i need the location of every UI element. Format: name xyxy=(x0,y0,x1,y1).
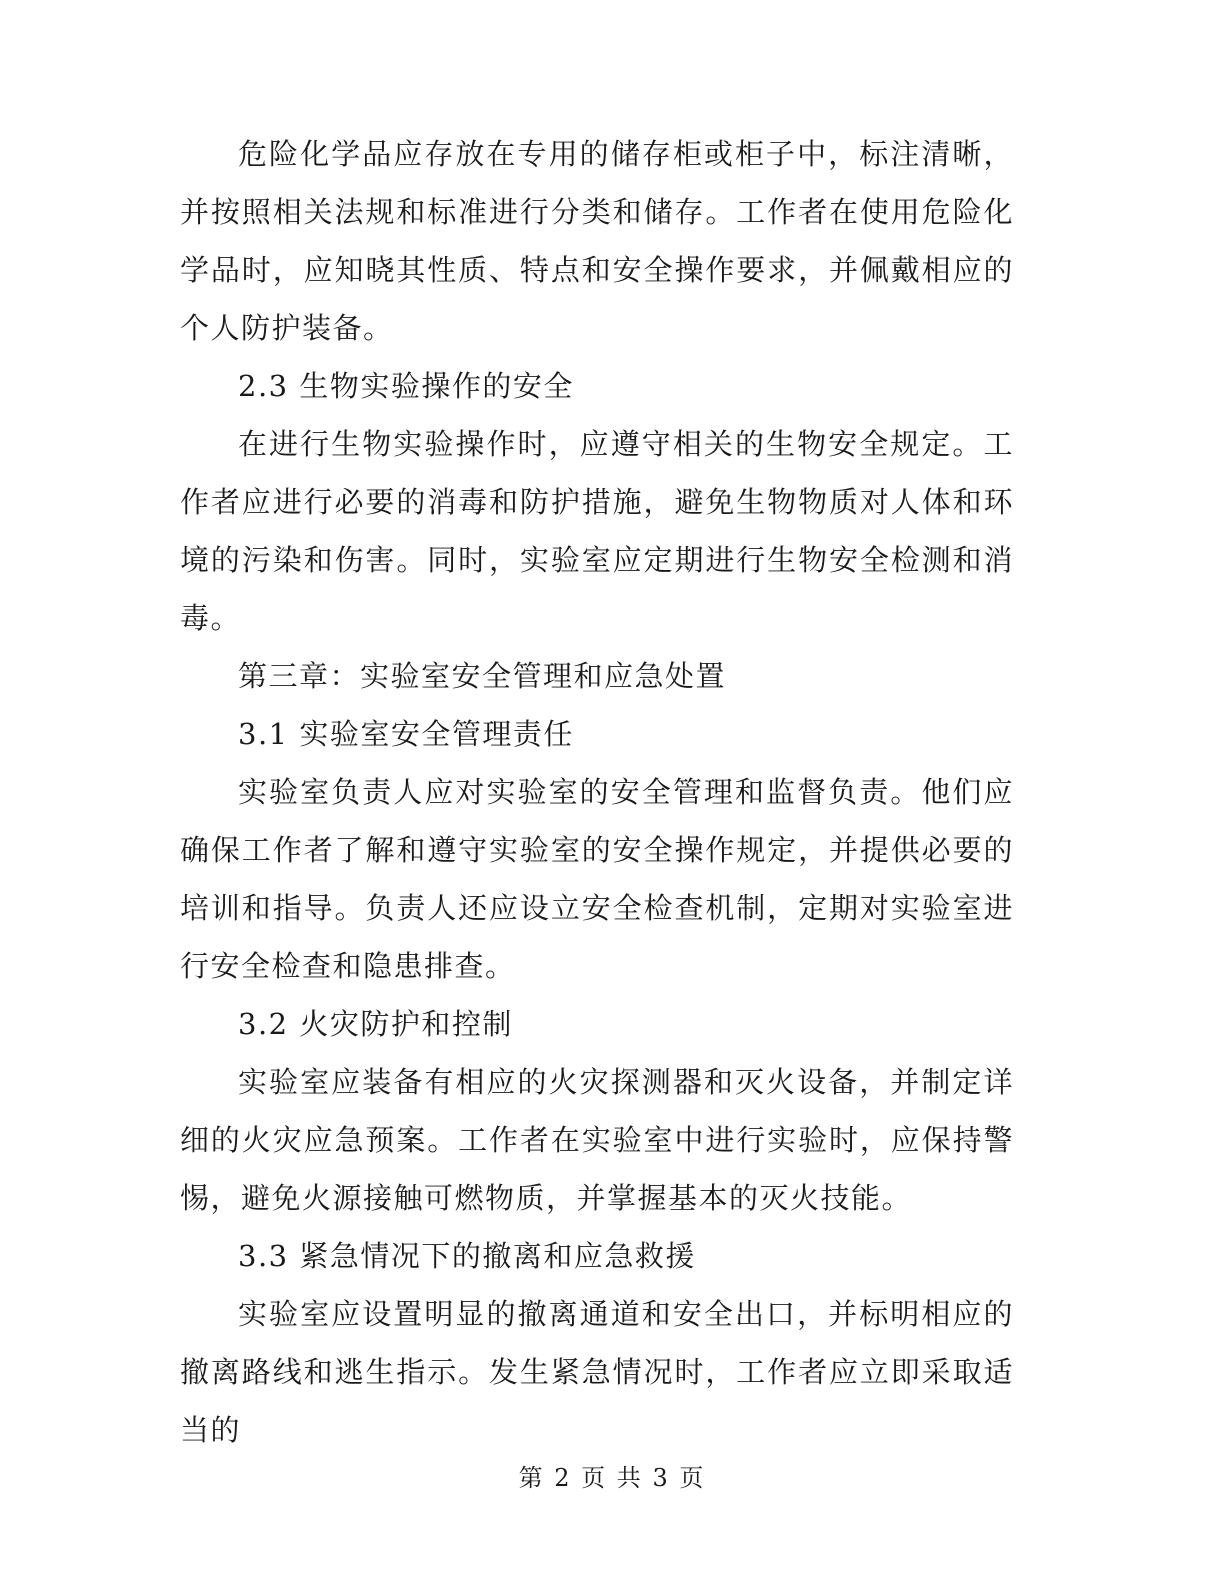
page-number-footer: 第 2 页 共 3 页 xyxy=(518,1464,706,1492)
section-heading-3-3: 3.3 紧急情况下的撤离和应急救援 xyxy=(238,1239,696,1273)
paragraph-fire-protection: 实验室应装备有相应的火灾探测器和灭火设备，并制定详细的火灾应急预案。工作者在实验室中进行实验时，应保持警惕，避免火源接触可燃物质，并掌握基本的灭火技能。 xyxy=(180,1065,1014,1215)
section-heading-3-2: 3.2 火灾防护和控制 xyxy=(238,1007,513,1041)
chapter-heading-3: 第三章：实验室安全管理和应急处置 xyxy=(238,659,727,693)
paragraph-biological-safety: 在进行生物实验操作时，应遵守相关的生物安全规定。工作者应进行必要的消毒和防护措施，避免生物物质对人体和环境的污染和伤害。同时，实验室应定期进行生物安全检测和消毒。 xyxy=(180,427,1014,635)
document-body xyxy=(180,125,1014,1459)
paragraph-hazardous-chemicals: 危险化学品应存放在专用的储存柜或柜子中，标注清晰，并按照相关法规和标准进行分类和储存。工作者在使用危险化学品时，应知晓其性质、特点和安全操作要求，并佩戴相应的个人防护装备。 xyxy=(180,137,1014,345)
paragraph-evacuation: 实验室应设置明显的撤离通道和安全出口，并标明相应的撤离路线和逃生指示。发生紧急情况时，工作者应立即采取适当的 xyxy=(180,1297,1014,1447)
section-heading-2-3: 2.3 生物实验操作的安全 xyxy=(238,369,574,403)
section-heading-3-1: 3.1 实验室安全管理责任 xyxy=(238,717,574,751)
paragraph-safety-responsibility: 实验室负责人应对实验室的安全管理和监督负责。他们应确保工作者了解和遵守实验室的安全操作规定，并提供必要的培训和指导。负责人还应设立安全检查机制，定期对实验室进行安全检查和隐患排查。 xyxy=(180,775,1014,983)
